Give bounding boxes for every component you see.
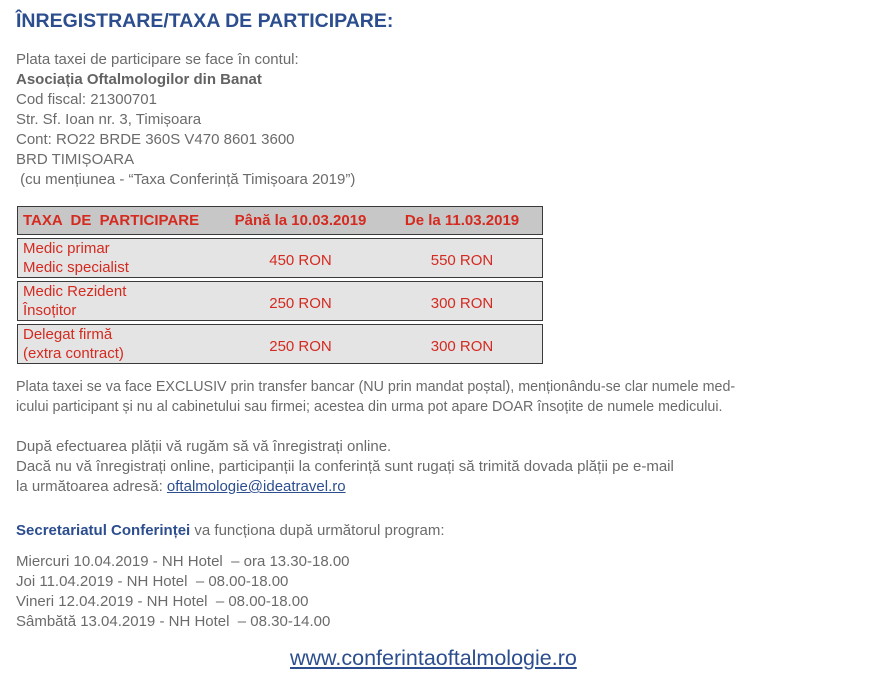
registration-info <box>16 437 674 497</box>
payment-notice <box>16 377 735 417</box>
schedule-item: Sâmbătă 13.04.2019 - NH Hotel – 08.30-14.00 <box>16 613 331 630</box>
notice-line: Plata taxei se va face EXCLUSIV prin transfer bancar (NU prin mandat poștal), menționându-se clar numele med- <box>16 379 736 395</box>
schedule-item: Vineri 12.04.2019 - NH Hotel – 08.00-18.00 <box>16 593 309 610</box>
bank-name: BRD TIMIȘOARA <box>16 151 135 168</box>
bank-account: Cont: RO22 BRDE 360S V470 8601 3600 <box>16 131 295 148</box>
secretariat-title-suffix: va funcționa după următorul program: <box>190 522 445 539</box>
category-line: (extra contract) <box>23 345 124 362</box>
secretariat-schedule <box>16 552 350 632</box>
email-link[interactable]: oftalmologie@ideatravel.ro <box>166 478 346 495</box>
fee-late: 550 RON <box>430 251 494 269</box>
category-line: Delegat firmă <box>23 326 113 343</box>
account-holder: Asociația Oftalmologilor din Banat <box>16 71 262 88</box>
address: Str. Sf. Ioan nr. 3, Timișoara <box>16 111 202 128</box>
category-line: Medic Rezident <box>23 283 127 300</box>
category-line: Medic specialist <box>23 259 129 276</box>
registration-line: După efectuarea plății vă rugăm să vă înregistrați online. <box>16 438 392 455</box>
page-title: ÎNREGISTRARE/TAXA DE PARTICIPARE: <box>16 10 394 32</box>
fee-table <box>17 206 543 364</box>
fee-table-header <box>17 206 543 235</box>
fee-category <box>18 239 218 277</box>
header-early: Până la 10.03.2019 <box>234 212 367 229</box>
registration-line: Dacă nu vă înregistrați online, participanții la conferință sunt rugați să trimită dovada plății pe e-mail <box>16 458 674 475</box>
notice-line: icului participant și nu al cabinetului sau firmei; acestea din urma pot apare DOAR însoțite de numele medicului. <box>16 399 723 415</box>
category-line: Medic primar <box>23 240 110 257</box>
email-prefix: la următoarea adresă: <box>16 478 167 495</box>
payment-mention: (cu mențiunea - “Taxa Conferință Timișoara 2019”) <box>16 171 356 188</box>
fee-late: 300 RON <box>430 294 494 312</box>
payment-info <box>16 50 355 190</box>
header-category: TAXA DE PARTICIPARE <box>23 212 200 229</box>
fee-late: 300 RON <box>430 337 494 355</box>
fee-category <box>18 282 218 320</box>
fee-early: 250 RON <box>269 337 332 355</box>
fee-category <box>18 325 218 363</box>
schedule-item: Miercuri 10.04.2019 - NH Hotel – ora 13.30-18.00 <box>16 553 350 570</box>
secretariat-title: Secretariatul Conferinței <box>16 522 191 539</box>
schedule-item: Joi 11.04.2019 - NH Hotel – 08.00-18.00 <box>16 573 289 590</box>
secretariat-heading <box>16 521 445 541</box>
category-line: Însoțitor <box>23 302 77 319</box>
header-late: De la 11.03.2019 <box>404 212 520 229</box>
registration-line <box>16 477 674 497</box>
fee-row <box>17 238 543 278</box>
fee-early: 250 RON <box>269 294 332 312</box>
fiscal-code: Cod fiscal: 21300701 <box>16 91 157 108</box>
website-link[interactable]: www.conferintaoftalmologie.ro <box>290 646 577 670</box>
payment-intro: Plata taxei de participare se face în contul: <box>16 51 299 68</box>
fee-row <box>17 324 543 364</box>
fee-early: 450 RON <box>269 251 332 269</box>
fee-row <box>17 281 543 321</box>
